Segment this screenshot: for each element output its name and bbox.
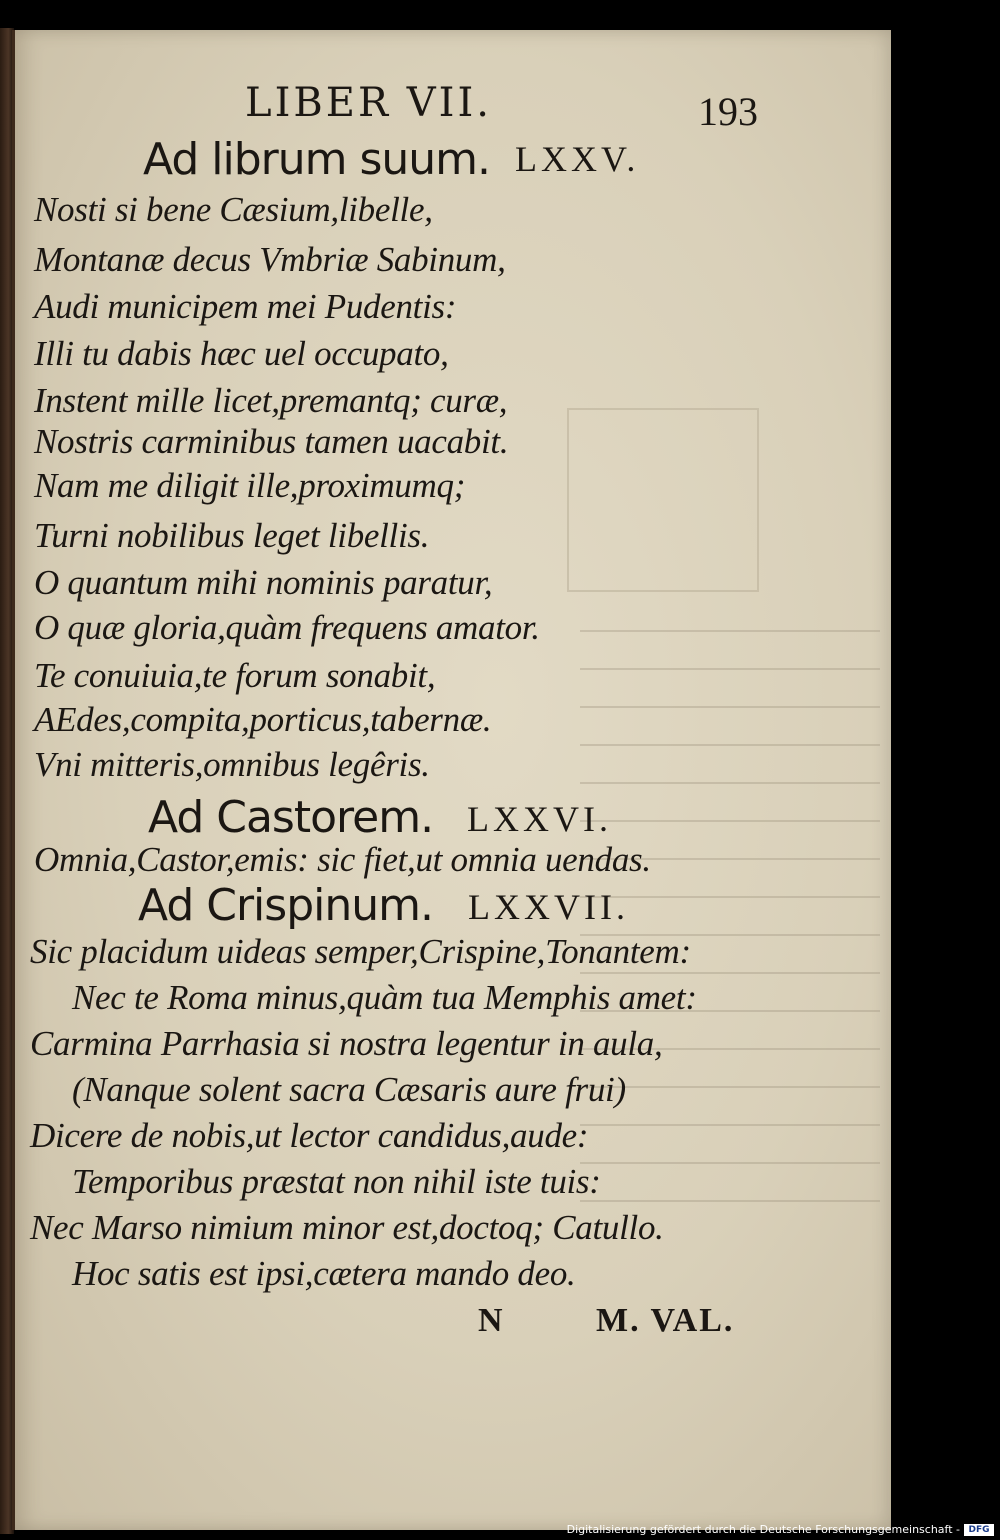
- verse-line: Nam me diligit ille,proximumq;: [34, 466, 466, 505]
- verse-line: Nec Marso nimium minor est,doctoq; Catullo.: [30, 1208, 664, 1247]
- verse-line: Turni nobilibus leget libellis.: [34, 516, 430, 555]
- verse-line: Vni mitteris,omnibus legêris.: [34, 745, 430, 784]
- verse-line: Te conuiuia,te forum sonabit,: [34, 656, 436, 695]
- bleed-through-woodcut: [567, 408, 759, 592]
- verse-line: Hoc satis est ipsi,cætera mando deo.: [72, 1254, 576, 1293]
- verse-line: Dicere de nobis,ut lector candidus,aude:: [30, 1116, 589, 1155]
- poem-title: Ad Castorem.: [148, 792, 434, 843]
- digitization-credit: Digitalisierung gefördert durch die Deutsche Forschungsgemeinschaft -: [566, 1523, 960, 1536]
- verse-line: Omnia,Castor,emis: sic fiet,ut omnia uendas.: [34, 840, 651, 879]
- verse-line: O quantum mihi nominis paratur,: [34, 563, 493, 602]
- poem-title: Ad Crispinum.: [138, 880, 433, 931]
- verse-line: Illi tu dabis hæc uel occupato,: [34, 334, 449, 373]
- catchword: M. VAL.: [596, 1302, 735, 1339]
- poem-heading: [148, 792, 612, 843]
- poem-number: LXXV.: [515, 139, 640, 179]
- poem-number: LXXVI.: [467, 799, 612, 839]
- poem-title: Ad librum suum.: [143, 134, 490, 185]
- verse-line: Carmina Parrhasia si nostra legentur in aula,: [30, 1024, 663, 1063]
- verse-line: Temporibus præstat non nihil iste tuis:: [72, 1162, 601, 1201]
- verse-line: AEdes,compita,porticus,tabernæ.: [34, 700, 492, 739]
- poem-heading: [143, 134, 640, 185]
- verse-line: (Nanque solent sacra Cæsaris aure frui): [72, 1070, 626, 1109]
- dfg-logo: DFG: [964, 1524, 994, 1536]
- verse-line: Nec te Roma minus,quàm tua Memphis amet:: [72, 978, 697, 1017]
- page-number: 193: [698, 89, 758, 134]
- signature-mark: N: [478, 1302, 503, 1339]
- running-title: LIBER VII.: [245, 80, 492, 126]
- verse-line: Audi municipem mei Pudentis:: [34, 287, 457, 326]
- verse-line: O quæ gloria,quàm frequens amator.: [34, 608, 540, 647]
- poem-number: LXXVII.: [468, 887, 629, 927]
- verse-line: Sic placidum uideas semper,Crispine,Tonantem:: [30, 932, 691, 971]
- verse-line: Nosti si bene Cæsium,libelle,: [34, 190, 433, 229]
- verse-line: Nostris carminibus tamen uacabit.: [34, 422, 509, 461]
- poem-heading: [138, 880, 629, 931]
- verse-line: Instent mille licet,premantq; curæ,: [34, 381, 508, 420]
- verse-line: Montanæ decus Vmbriæ Sabinum,: [34, 240, 506, 279]
